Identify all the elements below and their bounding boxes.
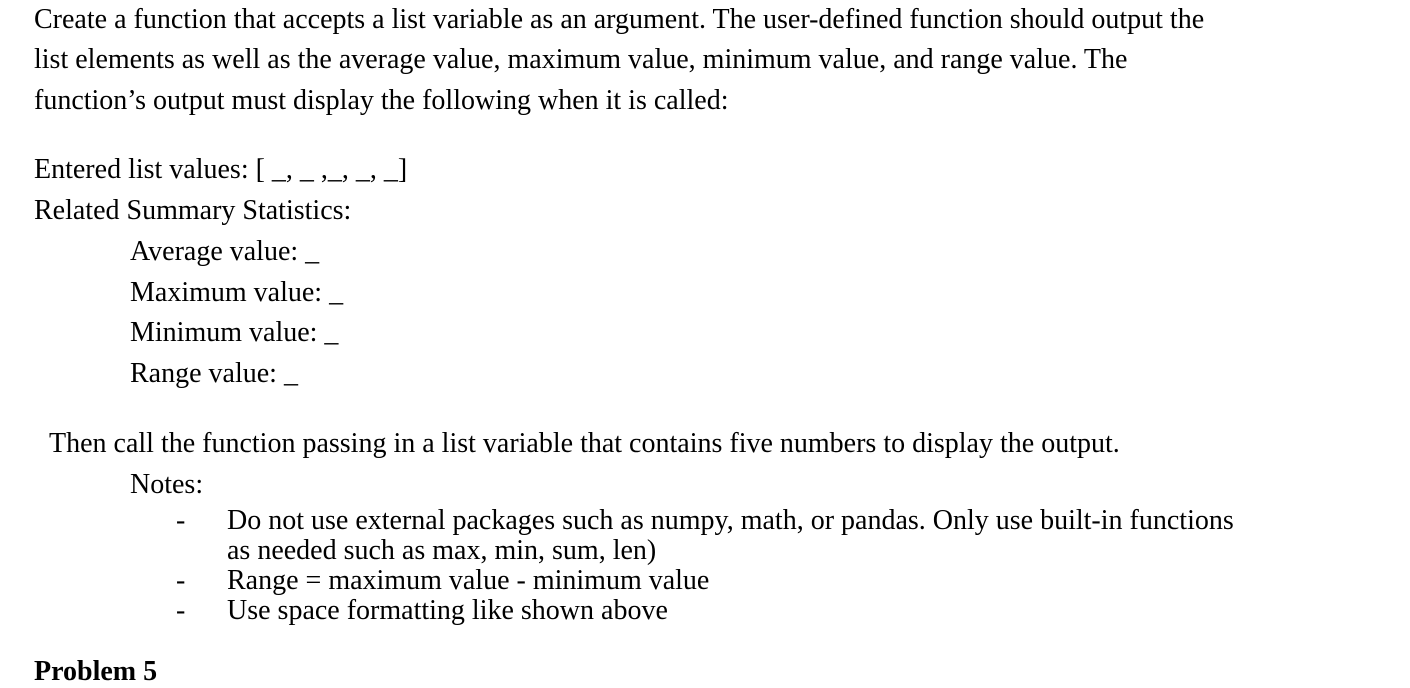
note-text-line: Range = maximum value - minimum value [227, 565, 710, 596]
related-summary-heading: Related Summary Statistics: [34, 195, 352, 226]
entered-list-template: Entered list values: [ _, _ ,_, _, _] [34, 154, 408, 185]
bullet-dash: - [176, 505, 186, 536]
maximum-value-template: Maximum value: _ [130, 277, 344, 308]
minimum-value-template: Minimum value: _ [130, 317, 339, 348]
bullet-dash: - [176, 565, 186, 596]
range-value-template: Range value: _ [130, 358, 298, 389]
intro-line-2: list elements as well as the average value, maximum value, minimum value, and range value. The [34, 44, 1128, 75]
intro-line-3: function’s output must display the following when it is called: [34, 85, 729, 116]
intro-line-1: Create a function that accepts a list variable as an argument. The user-defined function should output the [34, 4, 1205, 35]
note-text-line: Use space formatting like shown above [227, 595, 668, 626]
instruction-text: Then call the function passing in a list variable that contains five numbers to display the output. [49, 428, 1120, 459]
notes-label: Notes: [130, 469, 204, 500]
bullet-dash: - [176, 595, 186, 626]
note-text-line: as needed such as max, min, sum, len) [227, 535, 657, 566]
note-text-line: Do not use external packages such as numpy, math, or pandas. Only use built-in functions [227, 505, 1234, 536]
next-problem-heading-cutoff: Problem 5 [34, 656, 158, 687]
average-value-template: Average value: _ [130, 236, 320, 267]
